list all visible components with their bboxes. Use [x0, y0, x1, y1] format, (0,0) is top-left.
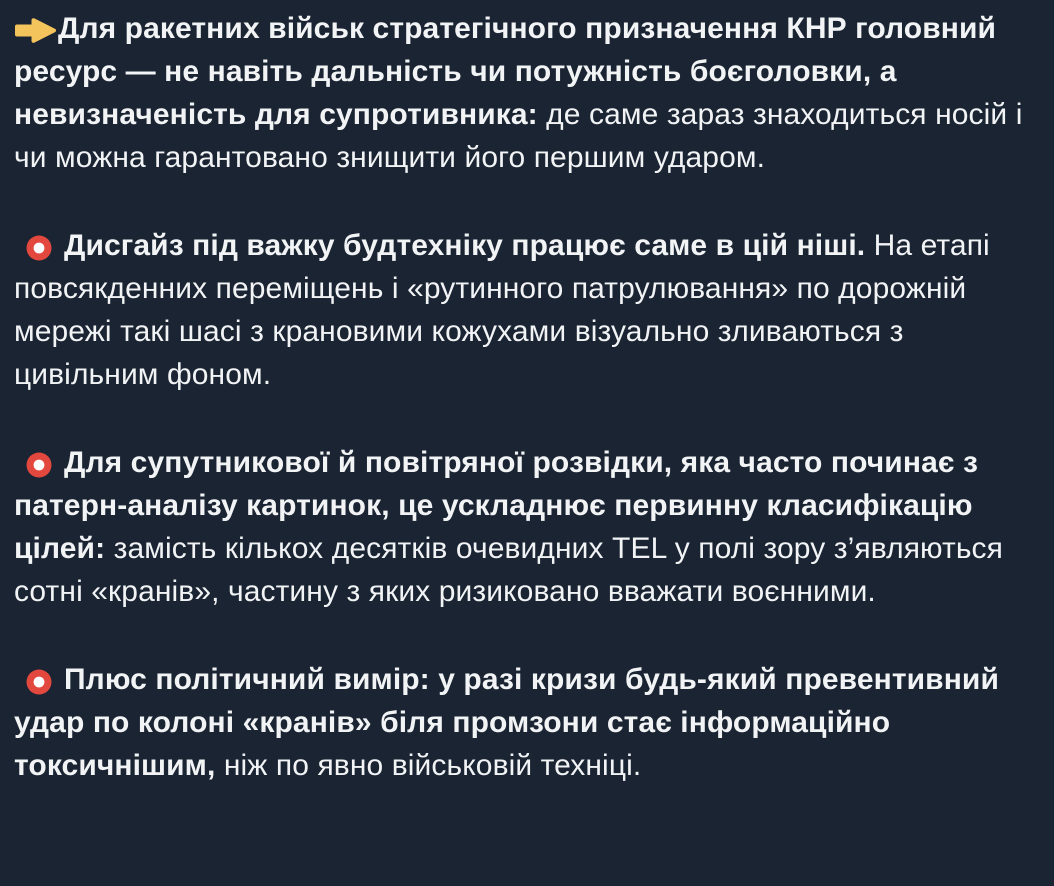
arrow-right-icon [14, 7, 58, 50]
paragraph-political-dimension [14, 658, 1040, 787]
paragraph-bold-text: Для супутникової й повітряної розвідки, яка часто починає з патерн-аналізу картинок, це ускладнює первинну класифікацію цілей: [14, 446, 978, 565]
paragraph-regular-text: де саме зараз знаходиться носій і чи можна гарантовано знищити його першим ударом. [14, 98, 1023, 174]
paragraph-bold-text: Для ракетних військ стратегічного призначення КНР головний ресурс — не навіть дальність чи потужність боєголовки, а невизначеність для супротивника: [14, 12, 997, 131]
paragraph-recon-classification [14, 441, 1040, 613]
paragraph-bold-text: Дисгайз під важку будтехніку працює саме в цій ніші. [64, 229, 866, 262]
record-bullet-icon [14, 441, 64, 484]
paragraph-bold-text: Плюс політичний вимір: у разі кризи будь-який превентивний удар по колоні «кранів» біля промзони стає інформаційно токсичнішим, [14, 663, 1000, 782]
paragraph-strategic-resource [14, 7, 1040, 179]
paragraph-regular-text: замість кількох десятків очевидних TEL у полі зору з’являються сотні «кранів», частину з яких ризиковано вважати воєнними. [14, 532, 1004, 608]
paragraph-regular-text: На етапі повсякденних переміщень і «рутинного патрулювання» по дорожній мережі такі шасі з крановими кожухами візуально зливаються з цивільним фоном. [14, 229, 990, 391]
paragraph-disguise-niche [14, 224, 1040, 396]
record-bullet-icon [14, 224, 64, 267]
paragraph-regular-text: ніж по явно військовій техніці. [215, 749, 642, 782]
record-bullet-icon [14, 658, 64, 701]
